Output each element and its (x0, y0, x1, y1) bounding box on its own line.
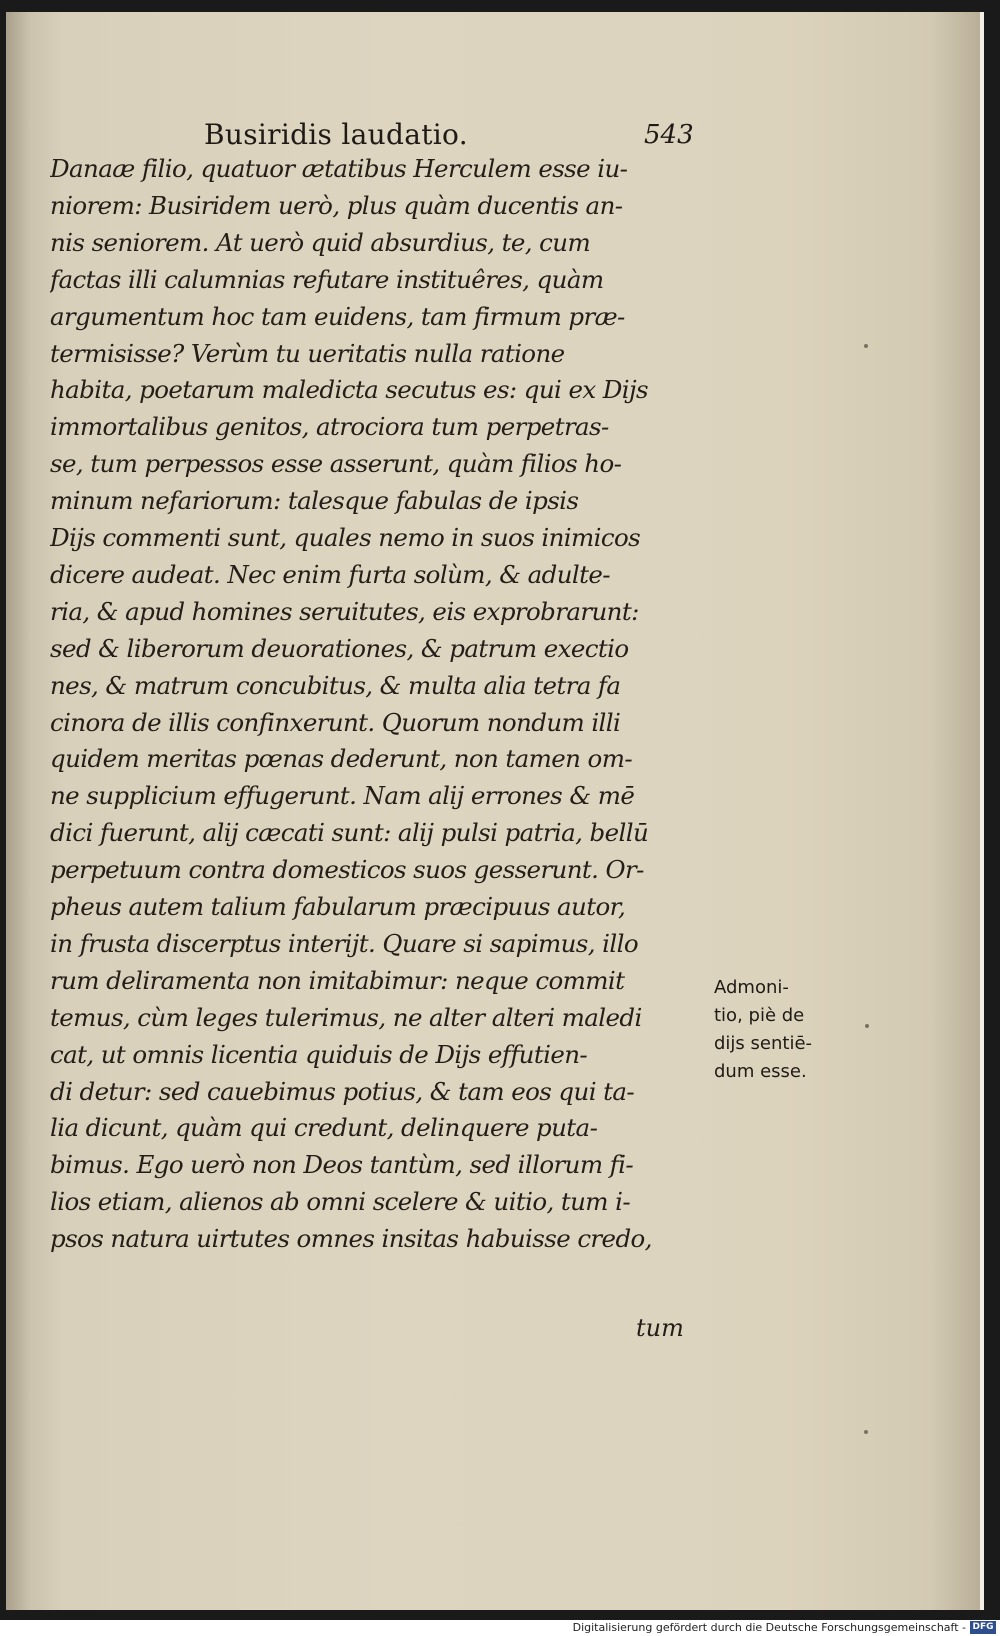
text-line: lios etiam, alienos ab omni scelere & uitio, tum i- (50, 1187, 631, 1217)
text-line: dicere audeat. Nec enim furta solùm, & adulte- (50, 559, 610, 589)
marginal-note-line: Admoni- (714, 977, 789, 998)
page-number: 543 (644, 120, 694, 150)
text-line: habita, poetarum maledicta secutus es: qui ex Dijs (50, 375, 648, 405)
text-line: Dijs commenti sunt, quales nemo in suos inimicos (50, 523, 641, 552)
text-line: nes, & matrum concubitus, & multa alia tetra fa (50, 670, 621, 700)
text-line: termisisse? Verùm tu ueritatis nulla ratione (50, 338, 565, 368)
text-line: bimus. Ego uerò non Deos tantùm, sed illorum fi- (50, 1150, 634, 1180)
text-line: se, tum perpessos esse asserunt, quàm filios ho- (50, 449, 622, 479)
text-line: temus, cùm leges tulerimus, ne alter alteri maledi (50, 1002, 642, 1032)
text-line: nis seniorem. At uerò quid absurdius, te, cum (50, 227, 591, 257)
paper-speck (864, 344, 868, 348)
paper-speck (864, 1430, 868, 1434)
text-line: di detur: sed cauebimus potius, & tam eos qui ta- (50, 1076, 635, 1106)
text-line: factas illi calumnias refutare instituêres, quàm (50, 264, 604, 294)
text-line: perpetuum contra domesticos suos gesserunt. Or- (50, 855, 644, 885)
marginal-note-line: dijs sentiē- (714, 1033, 813, 1054)
text-line: in frusta discerptus interijt. Quare si sapimus, illo (50, 928, 638, 958)
text-line: cinora de illis confinxerunt. Quorum nondum illi (50, 707, 621, 737)
book-page (6, 12, 984, 1610)
marginal-note-line: tio, piè de (714, 1005, 805, 1026)
dfg-logo: DFG (970, 1621, 996, 1634)
text-line: psos natura uirtutes omnes insitas habuisse credo, (50, 1224, 652, 1254)
text-line: lia dicunt, quàm qui credunt, delinquere puta- (50, 1113, 598, 1143)
text-line: immortalibus genitos, atrociora tum perpetras- (50, 412, 609, 442)
text-line: minum nefariorum: talesque fabulas de ipsis (50, 486, 579, 516)
running-head: Busiridis laudatio. (204, 118, 468, 151)
text-line: rum deliramenta non imitabimur: neque commit (50, 965, 625, 995)
catchword: tum (636, 1314, 684, 1342)
text-line: pheus autem talium fabularum præcipuus autor, (50, 892, 626, 921)
text-line: quidem meritas pœnas dederunt, non tamen om- (50, 744, 633, 774)
text-line: dici fuerunt, alij cæcati sunt: alij pulsi patria, bellū (50, 818, 649, 848)
text-line: ria, & apud homines seruitutes, eis exprobrarunt: (50, 596, 639, 626)
text-line: niorem: Busiridem uerò, plus quàm ducentis an- (50, 190, 623, 220)
text-line: argumentum hoc tam euidens, tam firmum præ- (50, 301, 625, 331)
footer-credit: Digitalisierung gefördert durch die Deutsche Forschungsgemeinschaft - (572, 1621, 966, 1634)
text-line: Danaæ filio, quatuor ætatibus Herculem esse iu- (50, 154, 628, 183)
text-line: sed & liberorum deuorationes, & patrum exectio (50, 633, 629, 663)
text-line: ne supplicium effugerunt. Nam alij errones & mē (50, 781, 635, 811)
paper-speck (865, 1024, 869, 1028)
marginal-note (714, 974, 832, 1086)
text-line: cat, ut omnis licentia quiduis de Dijs effutien- (50, 1039, 588, 1069)
marginal-note-line: dum esse. (714, 1061, 807, 1082)
